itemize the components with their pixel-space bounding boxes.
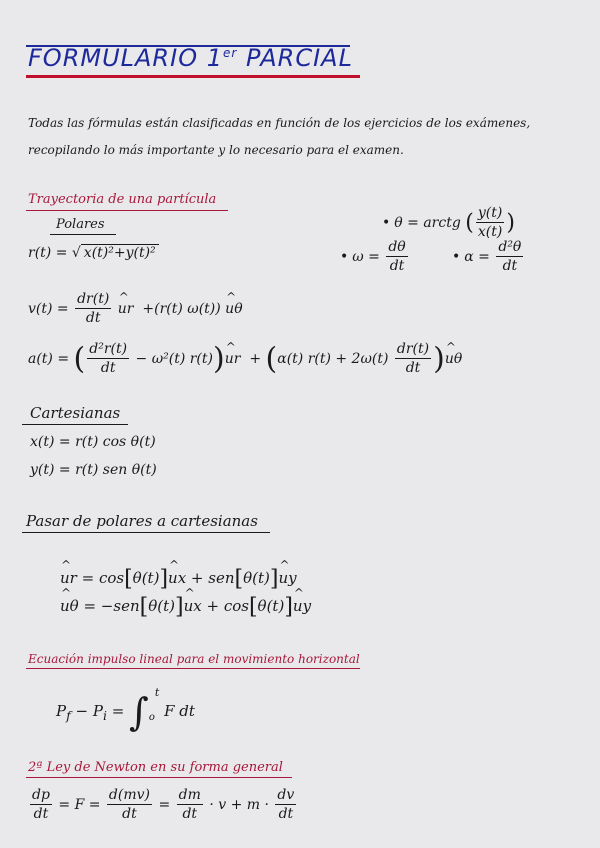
equation-alpha: • α = $\frac{\text{d²θ}}{dt}$ xyxy=(452,239,522,274)
equation-impulso: $P_f - P_i = \int_o^t$ F dt xyxy=(56,686,195,734)
section-underline xyxy=(26,668,360,669)
equation-newton: $\frac{dp}{dt}$ = F = $\frac{d(mv)}{dt}$ = $\frac{dm}{dt}$ · v + m · $\frac{dv}{dt}$ xyxy=(32,787,295,822)
section-heading-newton: 2ª Ley de Newton en su forma general xyxy=(28,760,283,775)
equation-omega: • ω = $\frac{d\theta}{dt}$ xyxy=(340,239,406,274)
equation-theta: • θ = arctg ( $\frac{y(t)}{x(t)}$ ) xyxy=(382,205,515,240)
equation-ur: ^ ur = cos[θ(t)]^ ux + sen[θ(t)]^ uy xyxy=(60,566,297,591)
equation-acceleration: a(t) = ( $\frac{\text{d²r(t)}}{dt}$ − ω²(t) r(t))^ ur + (α(t) r(t) + 2ω(t) $\frac{dr(t)}{dt}$ )^ uθ xyxy=(28,340,462,377)
section-heading-trayectoria: Trayectoria de una partícula xyxy=(28,192,217,207)
equation-velocity: v(t) = $\frac{dr(t)}{dt}$ ^ ur +(r(t) ω(t)) ^ uθ xyxy=(28,290,243,327)
subheading-underline xyxy=(22,532,270,533)
subheading-polares: Polares xyxy=(56,217,105,232)
subheading-cartesianas: Cartesianas xyxy=(30,404,121,422)
equation-x: x(t) = r(t) cos θ(t) xyxy=(30,434,156,450)
section-underline xyxy=(26,210,228,211)
section-heading-impulso: Ecuación impulso lineal para el movimiento horizontal xyxy=(28,652,360,666)
subheading-pasar: Pasar de polares a cartesianas xyxy=(26,512,258,530)
equation-r: r(t) = √ x(t)²+y(t)² xyxy=(28,244,159,261)
equation-utheta: ^ uθ = −sen[θ(t)]^ ux + cos[θ(t)]^ uy xyxy=(60,594,311,619)
page-title: FORMULARIO 1er PARCIAL xyxy=(28,44,353,72)
title-underline xyxy=(26,75,360,78)
equation-y: y(t) = r(t) sen θ(t) xyxy=(30,462,157,478)
intro-paragraph: Todas las fórmulas están clasificadas en función de los ejercicios de los exámenes, recopilando lo más importante y lo necesario para el examen. xyxy=(28,116,531,157)
section-underline xyxy=(26,777,292,778)
subheading-underline xyxy=(50,234,116,235)
subheading-underline xyxy=(22,424,128,425)
